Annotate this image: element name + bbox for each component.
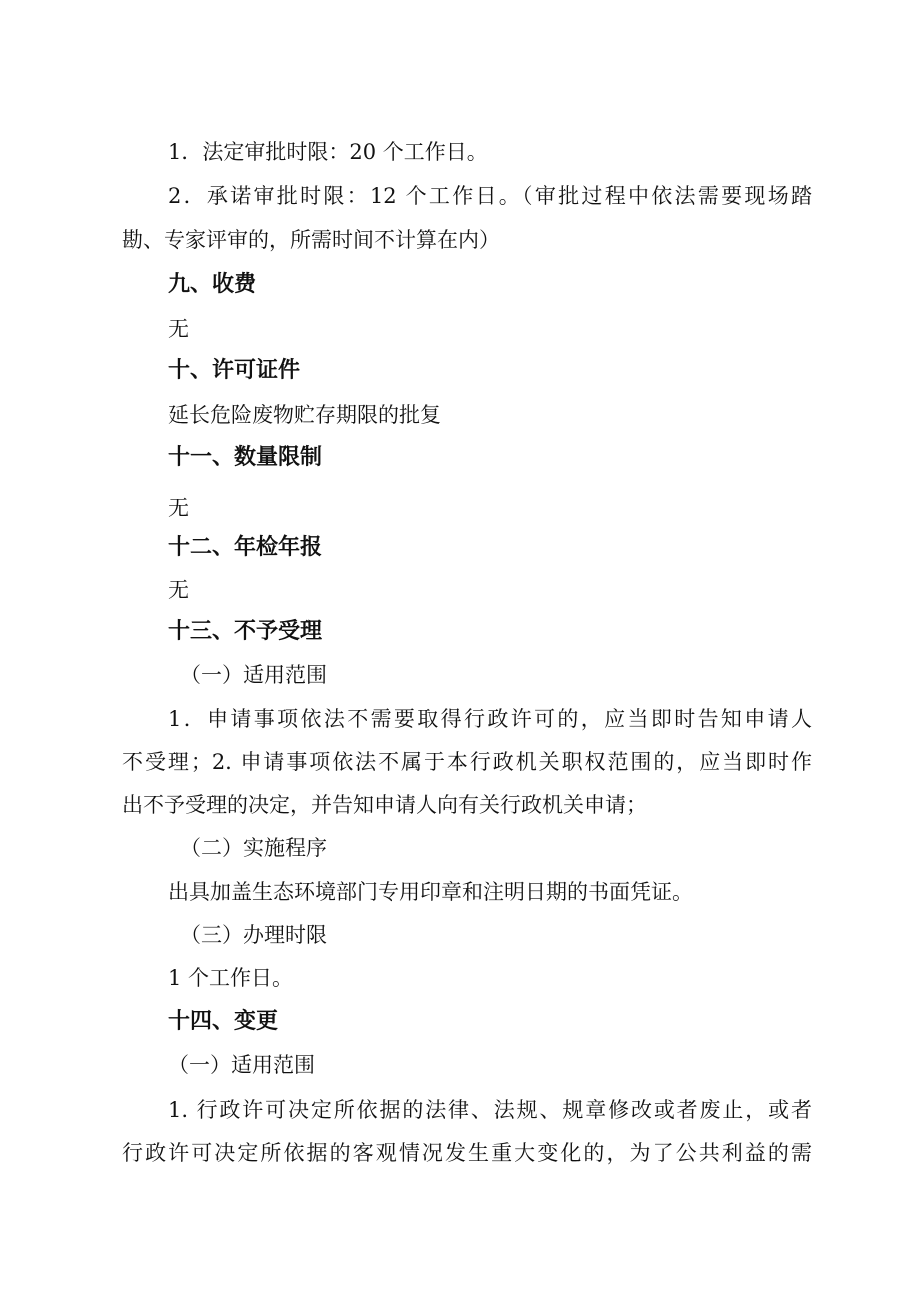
quantity-limit-value: 无 bbox=[168, 496, 189, 520]
subsection-heading-scope: （一）适用范围 bbox=[180, 663, 327, 687]
license-value: 延长危险废物贮存期限的批复 bbox=[168, 403, 441, 427]
subsection-heading-time-limit: （三）办理时限 bbox=[180, 923, 327, 947]
section-heading-non-acceptance: 十三、不予受理 bbox=[168, 619, 323, 644]
annual-report-value: 无 bbox=[168, 578, 189, 602]
subsection-heading-procedure: （二）实施程序 bbox=[180, 836, 327, 860]
time-limit-text: 1 个工作日。 bbox=[168, 966, 294, 990]
section-heading-fee: 九、收费 bbox=[168, 272, 257, 297]
section-heading-change: 十四、变更 bbox=[168, 1009, 279, 1034]
change-para-line2: 行政许可决定所依据的客观情况发生重大变化的，为了公共利益的需 bbox=[122, 1141, 812, 1165]
approval-time-promise-line1: 2．承诺审批时限：12 个工作日。（审批过程中依法需要现场踏 bbox=[168, 184, 812, 208]
non-acceptance-para-line2: 不受理；2. 申请事项依法不属于本行政机关职权范围的，应当即时作 bbox=[122, 750, 812, 774]
non-acceptance-para-line1: 1．申请事项依法不需要取得行政许可的，应当即时告知申请人 bbox=[168, 707, 812, 731]
change-para-line1: 1. 行政许可决定所依据的法律、法规、规章修改或者废止，或者 bbox=[168, 1098, 812, 1122]
subsection-heading-change-scope: （一）适用范围 bbox=[168, 1053, 315, 1077]
section-heading-annual-report: 十二、年检年报 bbox=[168, 535, 323, 560]
fee-value: 无 bbox=[168, 317, 189, 341]
approval-time-legal: 1．法定审批时限：20 个工作日。 bbox=[168, 140, 488, 164]
procedure-text: 出具加盖生态环境部门专用印章和注明日期的书面凭证。 bbox=[168, 880, 693, 904]
section-heading-quantity-limit: 十一、数量限制 bbox=[168, 445, 323, 470]
non-acceptance-para-line3: 出不予受理的决定，并告知申请人向有关行政机关申请； bbox=[122, 793, 647, 817]
approval-time-promise-line2: 勘、专家评审的，所需时间不计算在内） bbox=[122, 228, 500, 252]
section-heading-license: 十、许可证件 bbox=[168, 358, 301, 383]
